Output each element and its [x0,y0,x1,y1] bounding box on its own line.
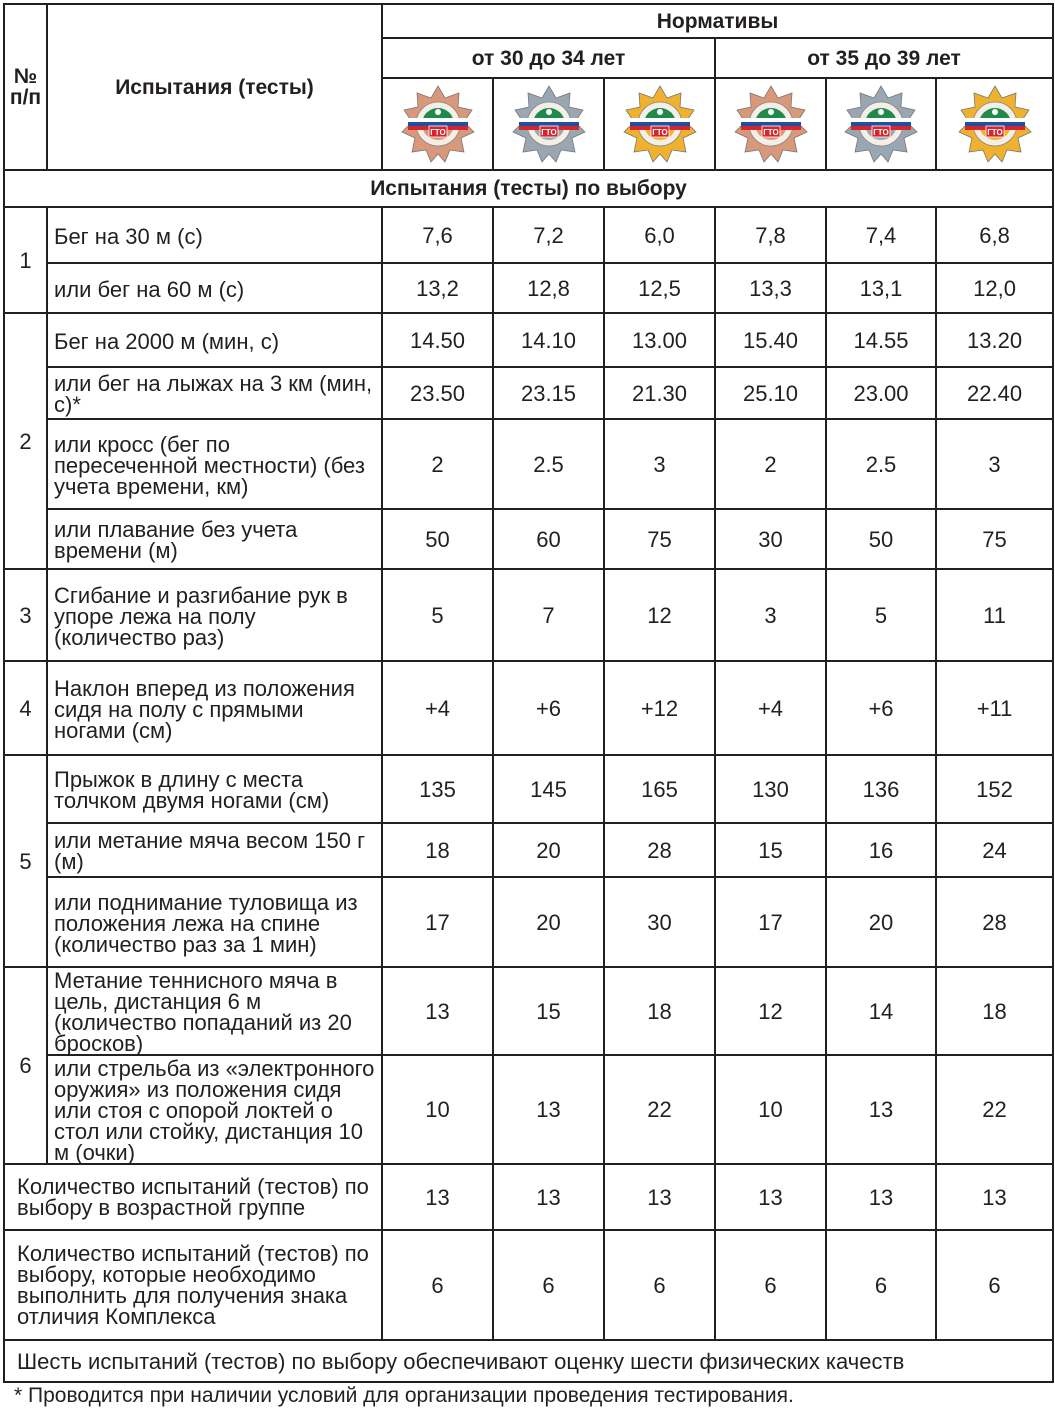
table-row [4,569,1053,661]
summary-value: 13 [715,1164,826,1230]
norm-value: 12,0 [936,263,1053,313]
norm-value: 6,8 [936,207,1053,263]
norm-value: 15.40 [715,313,826,367]
norm-value: 20 [493,877,604,967]
norm-value: 7,6 [382,207,493,263]
test-label: или метание мяча весом 150 г (м) [47,823,382,877]
norm-value: 13 [826,1055,936,1164]
norm-value: 135 [382,755,493,823]
badge-cell [382,78,493,170]
gold-badge-icon [955,84,1035,164]
test-label: Сгибание и разгибание рук в упоре лежа на полу (количество раз) [47,569,382,661]
test-label: или поднимание туловища из положения лежа на спине (количество раз за 1 мин) [47,877,382,967]
badge-text: ГТО [429,128,446,137]
table-row [4,823,1053,877]
badge-cell [715,78,826,170]
summary-value: 6 [936,1230,1053,1340]
norm-value: 75 [604,509,715,569]
footnote: * Проводится при наличии условий для организации проведения тестирования. [14,1384,794,1407]
test-label: или стрельба из «электронного оружия» из положения сидя или стоя с опорой локтей о стол или стойку, дистанция 10 м (очки) [47,1055,382,1164]
norm-value: +12 [604,661,715,755]
norm-value: 5 [382,569,493,661]
test-label: или бег на 60 м (с) [47,263,382,313]
norm-value: 22 [604,1055,715,1164]
summary-row [4,1230,1053,1340]
summary-value: 13 [604,1164,715,1230]
badge-text: ГТО [762,128,779,137]
table-row [4,419,1053,509]
norm-value: 24 [936,823,1053,877]
summary-value: 13 [936,1164,1053,1230]
row-number: 1 [4,207,47,313]
row-number: 6 [4,967,47,1164]
norm-value: 28 [936,877,1053,967]
summary-value: 6 [826,1230,936,1340]
test-label: Наклон вперед из положения сидя на полу с прямыми ногами (см) [47,661,382,755]
test-label: Метание теннисного мяча в цель, дистанция 6 м (количество попаданий из 20 бросков) [47,967,382,1055]
table-row [4,755,1053,823]
norm-value: +4 [715,661,826,755]
norm-value: 2 [382,419,493,509]
norm-value: 22 [936,1055,1053,1164]
norm-value: 12,5 [604,263,715,313]
norm-value: 17 [715,877,826,967]
table-row [4,877,1053,967]
norm-value: 13,1 [826,263,936,313]
norm-value: 11 [936,569,1053,661]
table-row [4,1055,1053,1164]
badge-text: ГТО [873,128,889,137]
norm-value: 14.55 [826,313,936,367]
badge-cell [493,78,604,170]
row-number: 2 [4,313,47,569]
norm-value: 10 [715,1055,826,1164]
badge-text: ГТО [540,128,557,137]
test-label: или кросс (бег по пересеченной местности) (без учета времени, км) [47,419,382,509]
summary-label: Количество испытаний (тестов) по выбору, которые необходимо выполнить для получения знака отличия Комплекса [4,1230,382,1340]
header-col-tests: Испытания (тесты) [47,4,382,170]
norm-value: 14.10 [493,313,604,367]
summary-value: 6 [604,1230,715,1340]
norm-value: 30 [715,509,826,569]
norm-value: 7,8 [715,207,826,263]
bronze-badge-icon [398,84,478,164]
norm-value: 22.40 [936,367,1053,419]
norm-value: 13.20 [936,313,1053,367]
table-row [4,263,1053,313]
table-row [4,967,1053,1055]
norm-value: 12 [715,967,826,1055]
summary-value: 6 [382,1230,493,1340]
header-normatives: Нормативы [382,4,1053,38]
norm-value: 23.50 [382,367,493,419]
norm-value: 12 [604,569,715,661]
bronze-badge-icon [731,84,811,164]
norm-value: +6 [826,661,936,755]
norm-value: 7 [493,569,604,661]
norm-value: 3 [715,569,826,661]
table-row [4,313,1053,367]
norm-value: 5 [826,569,936,661]
norm-value: 20 [826,877,936,967]
table-row [4,207,1053,263]
norm-value: 13.00 [604,313,715,367]
norm-value: 20 [493,823,604,877]
norm-value: 13,3 [715,263,826,313]
test-label: Бег на 2000 м (мин, с) [47,313,382,367]
norm-value: 13 [493,1055,604,1164]
norm-value: 60 [493,509,604,569]
norm-value: +6 [493,661,604,755]
test-label: или плавание без учета времени (м) [47,509,382,569]
table-row [4,367,1053,419]
silver-badge-icon [509,84,589,164]
norm-value: 18 [936,967,1053,1055]
row-number: 3 [4,569,47,661]
normatives-table [3,3,1054,1383]
norm-value: 14.50 [382,313,493,367]
norm-value: 15 [493,967,604,1055]
badge-cell [826,78,936,170]
note-row: Шесть испытаний (тестов) по выбору обеспечивают оценку шести физических качеств [4,1340,1053,1382]
badge-text: ГТО [651,128,668,137]
norm-value: 7,2 [493,207,604,263]
norm-value: 145 [493,755,604,823]
norm-value: 7,4 [826,207,936,263]
norm-value: 28 [604,823,715,877]
summary-value: 6 [493,1230,604,1340]
norm-value: 152 [936,755,1053,823]
norm-value: 23.00 [826,367,936,419]
norm-value: 2.5 [493,419,604,509]
summary-value: 13 [493,1164,604,1230]
row-number: 4 [4,661,47,755]
norm-value: 2 [715,419,826,509]
norm-value: 50 [826,509,936,569]
norm-value: 6,0 [604,207,715,263]
table-row [4,661,1053,755]
norm-value: 23.15 [493,367,604,419]
norm-value: 50 [382,509,493,569]
summary-value: 13 [382,1164,493,1230]
norm-value: 75 [936,509,1053,569]
badge-cell [604,78,715,170]
norm-value: 13,2 [382,263,493,313]
test-label: Прыжок в длину с места толчком двумя ногами (см) [47,755,382,823]
norm-value: 10 [382,1055,493,1164]
norm-value: 3 [604,419,715,509]
norm-value: 2.5 [826,419,936,509]
norm-value: +11 [936,661,1053,755]
norm-value: 14 [826,967,936,1055]
test-label: Бег на 30 м (с) [47,207,382,263]
row-number: 5 [4,755,47,967]
norm-value: 165 [604,755,715,823]
norm-value: 13 [382,967,493,1055]
gold-badge-icon [620,84,700,164]
header-col-number: № п/п [4,4,47,170]
norm-value: 15 [715,823,826,877]
norm-value: 18 [382,823,493,877]
header-age-group-2: от 35 до 39 лет [715,38,1053,78]
summary-value: 13 [826,1164,936,1230]
norm-value: 25.10 [715,367,826,419]
header-age-group-1: от 30 до 34 лет [382,38,715,78]
summary-value: 6 [715,1230,826,1340]
summary-row [4,1164,1053,1230]
badge-text: ГТО [986,128,1003,137]
norm-value: +4 [382,661,493,755]
norm-value: 17 [382,877,493,967]
norm-value: 12,8 [493,263,604,313]
norm-value: 18 [604,967,715,1055]
norm-value: 136 [826,755,936,823]
summary-label: Количество испытаний (тестов) по выбору в возрастной группе [4,1164,382,1230]
section-title: Испытания (тесты) по выбору [4,170,1053,207]
norm-value: 30 [604,877,715,967]
badge-cell [936,78,1053,170]
table-row [4,509,1053,569]
test-label: или бег на лыжах на 3 км (мин, с)* [47,367,382,419]
silver-badge-icon [841,84,921,164]
norm-value: 130 [715,755,826,823]
norm-value: 16 [826,823,936,877]
norm-value: 3 [936,419,1053,509]
norm-value: 21.30 [604,367,715,419]
